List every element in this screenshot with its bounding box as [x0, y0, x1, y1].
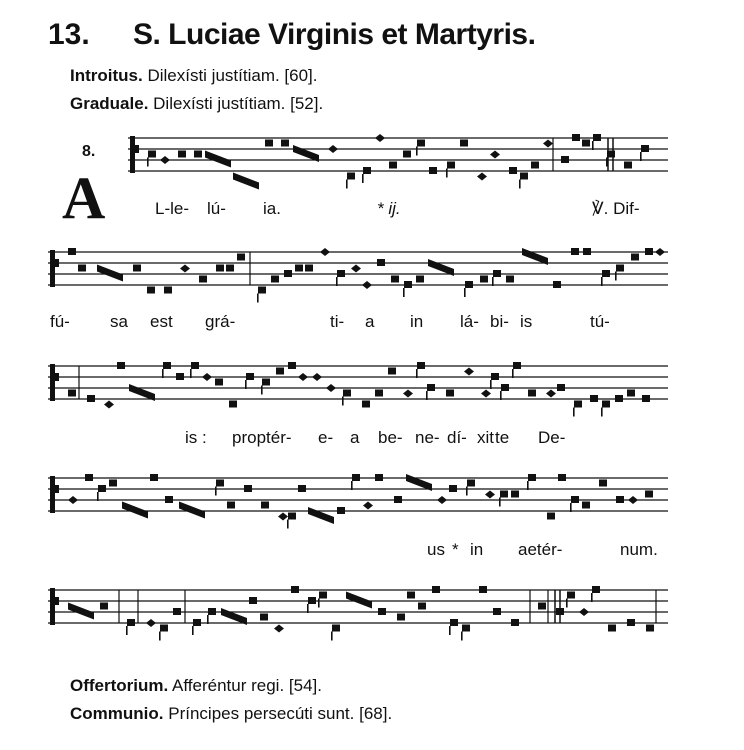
punctum-note-icon [216, 480, 224, 487]
punctum-note-icon [631, 254, 639, 261]
rhombus-note-icon [403, 390, 413, 398]
punctum-note-icon [571, 496, 579, 503]
note-stem [461, 632, 463, 641]
punctum-note-icon [388, 368, 396, 375]
punctum-note-icon [199, 276, 207, 283]
rhombus-note-icon [363, 502, 373, 510]
punctum-note-icon [163, 362, 171, 369]
lyric-syllable: bi- [490, 312, 509, 331]
punctum-note-icon [332, 625, 340, 632]
punctum-note-icon [403, 151, 411, 158]
note-stem [500, 391, 502, 400]
rhombus-note-icon [464, 368, 474, 376]
punctum-note-icon [513, 362, 521, 369]
punctum-note-icon [87, 395, 95, 402]
punctum-note-icon [150, 474, 158, 481]
introitus-text: Dilexísti justítiam. [60]. [147, 66, 318, 85]
note-stem [591, 593, 593, 602]
lyric-syllable: De- [538, 428, 566, 447]
note-stem [615, 272, 617, 281]
punctum-note-icon [574, 401, 582, 408]
punctum-note-icon [500, 491, 508, 498]
punctum-note-icon [582, 502, 590, 509]
punctum-note-icon [646, 625, 654, 632]
note-stem [318, 599, 320, 608]
porrectus-icon [346, 592, 372, 609]
punctum-note-icon [531, 162, 539, 169]
rhombus-note-icon [326, 384, 336, 392]
punctum-note-icon [583, 248, 591, 255]
punctum-note-icon [645, 248, 653, 255]
lyric-syllable: te [495, 428, 510, 447]
punctum-note-icon [480, 276, 488, 283]
punctum-note-icon [602, 401, 610, 408]
note-stem [449, 626, 451, 635]
punctum-note-icon [571, 248, 579, 255]
punctum-note-icon [391, 276, 399, 283]
punctum-note-icon [262, 379, 270, 386]
punctum-note-icon [237, 254, 245, 261]
punctum-note-icon [528, 390, 536, 397]
punctum-note-icon [467, 480, 475, 487]
punctum-note-icon [117, 362, 125, 369]
lyric-syllable: is [520, 312, 533, 331]
punctum-note-icon [590, 395, 598, 402]
punctum-note-icon [446, 390, 454, 397]
punctum-note-icon [593, 134, 601, 141]
rhombus-note-icon [68, 496, 78, 504]
punctum-note-icon [194, 151, 202, 158]
clef-icon [50, 485, 59, 493]
punctum-note-icon [193, 619, 201, 626]
note-stem [336, 277, 338, 286]
punctum-note-icon [511, 491, 519, 498]
punctum-note-icon [165, 496, 173, 503]
lyric-syllable: ia. [263, 199, 281, 218]
punctum-note-icon [208, 608, 216, 615]
clef-icon [50, 364, 55, 401]
punctum-note-icon [427, 384, 435, 391]
note-stem [257, 294, 259, 303]
rhombus-note-icon [490, 151, 500, 159]
punctum-note-icon [109, 480, 117, 487]
punctum-note-icon [291, 586, 299, 593]
punctum-note-icon [608, 625, 616, 632]
punctum-note-icon [288, 362, 296, 369]
lyric-syllable: in [410, 312, 424, 331]
communio-text: Príncipes persecúti sunt. [68]. [168, 704, 393, 723]
punctum-note-icon [375, 390, 383, 397]
note-stem [287, 520, 289, 529]
punctum-note-icon [416, 276, 424, 283]
clef-icon [50, 588, 55, 625]
porrectus-icon [233, 173, 259, 190]
punctum-note-icon [407, 592, 415, 599]
note-stem [592, 141, 594, 150]
punctum-note-icon [627, 619, 635, 626]
clef-icon [130, 145, 139, 153]
punctum-note-icon [308, 597, 316, 604]
lyric-syllable: grá- [205, 312, 236, 331]
punctum-note-icon [147, 287, 155, 294]
note-stem [307, 604, 309, 613]
rhombus-note-icon [298, 373, 308, 381]
punctum-note-icon [68, 390, 76, 397]
note-stem [97, 492, 99, 501]
rhombus-note-icon [546, 390, 556, 398]
punctum-note-icon [561, 156, 569, 163]
clef-icon [50, 597, 59, 605]
punctum-note-icon [528, 474, 536, 481]
punctum-note-icon [465, 281, 473, 288]
punctum-note-icon [404, 281, 412, 288]
rhombus-note-icon [481, 390, 491, 398]
punctum-note-icon [226, 265, 234, 272]
punctum-note-icon [417, 362, 425, 369]
punctum-note-icon [191, 362, 199, 369]
punctum-note-icon [68, 248, 76, 255]
punctum-note-icon [432, 586, 440, 593]
note-stem [126, 626, 128, 635]
punctum-note-icon [337, 270, 345, 277]
feast-number: 13. [48, 18, 90, 51]
note-stem [192, 626, 194, 635]
note-stem [416, 147, 418, 156]
clef-icon [50, 476, 55, 513]
note-stem [519, 180, 521, 189]
punctum-note-icon [615, 395, 623, 402]
lyric-syllable: in [470, 540, 484, 559]
punctum-note-icon [602, 270, 610, 277]
note-stem [403, 288, 405, 297]
communio-line [70, 704, 392, 724]
graduale-label: Graduale. [70, 94, 149, 113]
punctum-note-icon [133, 265, 141, 272]
rhombus-note-icon [202, 373, 212, 381]
clef-icon [50, 259, 59, 267]
rhombus-note-icon [351, 265, 361, 273]
punctum-note-icon [450, 619, 458, 626]
note-stem [490, 380, 492, 389]
note-stem [466, 487, 468, 496]
punctum-note-icon [100, 603, 108, 610]
clef-icon [130, 136, 135, 173]
introitus-label: Introitus. [70, 66, 143, 85]
punctum-note-icon [249, 597, 257, 604]
punctum-note-icon [418, 603, 426, 610]
note-stem [499, 498, 501, 507]
punctum-note-icon [557, 384, 565, 391]
note-stem [351, 481, 353, 490]
punctum-note-icon [305, 265, 313, 272]
punctum-note-icon [449, 485, 457, 492]
punctum-note-icon [572, 134, 580, 141]
punctum-note-icon [362, 401, 370, 408]
punctum-note-icon [394, 496, 402, 503]
punctum-note-icon [599, 480, 607, 487]
punctum-note-icon [78, 265, 86, 272]
punctum-note-icon [281, 140, 289, 147]
note-stem [261, 386, 263, 395]
punctum-note-icon [261, 502, 269, 509]
porrectus-icon [97, 265, 123, 282]
offertorium-line [70, 676, 322, 696]
punctum-note-icon [462, 625, 470, 632]
punctum-note-icon [389, 162, 397, 169]
graduale-text: Dilexísti justítiam. [52]. [153, 94, 324, 113]
porrectus-icon [179, 502, 205, 519]
punctum-note-icon [624, 162, 632, 169]
note-stem [346, 180, 348, 189]
note-stem [640, 152, 642, 161]
lyric-syllable: est [150, 312, 173, 331]
punctum-note-icon [511, 619, 519, 626]
punctum-note-icon [347, 173, 355, 180]
initial-letter: A [62, 165, 106, 231]
lyric-syllable: e- [318, 428, 334, 447]
clef-icon [50, 373, 59, 381]
lyric-syllable: lá- [460, 312, 479, 331]
punctum-note-icon [85, 474, 93, 481]
note-stem [190, 369, 192, 378]
punctum-note-icon [553, 281, 561, 288]
punctum-note-icon [538, 603, 546, 610]
lyric-syllable: xit [477, 428, 494, 447]
punctum-note-icon [148, 151, 156, 158]
note-stem [362, 174, 364, 183]
lyric-syllable: a [365, 312, 375, 331]
lyric-syllable: ℣. Dif- [592, 199, 640, 218]
note-stem [601, 277, 603, 286]
lyric-syllable: tú- [590, 312, 610, 331]
lyric-syllable: fú- [50, 312, 70, 331]
lyric-syllable: us [427, 540, 445, 559]
punctum-note-icon [491, 373, 499, 380]
punctum-note-icon [244, 485, 252, 492]
lyric-syllable: lú- [207, 199, 226, 218]
note-stem [215, 487, 217, 496]
punctum-note-icon [215, 379, 223, 386]
punctum-note-icon [493, 608, 501, 615]
punctum-note-icon [645, 491, 653, 498]
communio-label: Communio. [70, 704, 164, 723]
punctum-note-icon [558, 474, 566, 481]
punctum-note-icon [397, 614, 405, 621]
rhombus-note-icon [485, 491, 495, 499]
punctum-note-icon [176, 373, 184, 380]
porrectus-icon [68, 603, 94, 620]
punctum-note-icon [298, 485, 306, 492]
lyric-syllable: ne- [415, 428, 440, 447]
punctum-note-icon [98, 485, 106, 492]
punctum-note-icon [567, 592, 575, 599]
rhombus-note-icon [362, 281, 372, 289]
punctum-note-icon [460, 140, 468, 147]
punctum-note-icon [258, 287, 266, 294]
note-stem [147, 158, 149, 167]
punctum-note-icon [227, 502, 235, 509]
lyric-syllable: dí- [447, 428, 467, 447]
punctum-note-icon [417, 140, 425, 147]
lyric-syllable: ti- [330, 312, 345, 331]
punctum-note-icon [288, 513, 296, 520]
punctum-note-icon [641, 145, 649, 152]
punctum-note-icon [506, 276, 514, 283]
porrectus-icon [308, 507, 334, 524]
punctum-note-icon [246, 373, 254, 380]
rhombus-note-icon [320, 248, 330, 256]
punctum-note-icon [352, 474, 360, 481]
rhombus-note-icon [579, 608, 589, 616]
note-stem [512, 369, 514, 378]
note-stem [527, 481, 529, 490]
lyric-syllable: sa [110, 312, 128, 331]
porrectus-icon [205, 151, 231, 168]
rhombus-note-icon [543, 140, 553, 148]
rhombus-note-icon [628, 496, 638, 504]
punctum-note-icon [164, 287, 172, 294]
note-stem [492, 277, 494, 286]
punctum-note-icon [229, 401, 237, 408]
punctum-note-icon [337, 507, 345, 514]
rhombus-note-icon [328, 145, 338, 153]
punctum-note-icon [178, 151, 186, 158]
lyric-syllable: num. [620, 540, 658, 559]
note-stem [570, 503, 572, 512]
punctum-note-icon [343, 390, 351, 397]
punctum-note-icon [295, 265, 303, 272]
lyric-syllable: is : [185, 428, 207, 447]
note-stem [601, 408, 603, 417]
punctum-note-icon [447, 162, 455, 169]
rhombus-note-icon [274, 625, 284, 633]
punctum-note-icon [173, 608, 181, 615]
note-stem [464, 288, 466, 297]
punctum-note-icon [377, 259, 385, 266]
rhombus-note-icon [278, 513, 288, 521]
mode-number: 8. [82, 143, 96, 160]
rhombus-note-icon [180, 265, 190, 273]
punctum-note-icon [216, 265, 224, 272]
note-stem [207, 615, 209, 624]
porrectus-icon [122, 502, 148, 519]
note-stem [162, 369, 164, 378]
lyric-syllable: L-le- [155, 199, 190, 218]
punctum-note-icon [429, 167, 437, 174]
punctum-note-icon [265, 140, 273, 147]
rhombus-note-icon [437, 496, 447, 504]
punctum-note-icon [284, 270, 292, 277]
punctum-note-icon [319, 592, 327, 599]
punctum-note-icon [509, 167, 517, 174]
note-stem [426, 391, 428, 400]
offertorium-label: Offertorium. [70, 676, 169, 695]
punctum-note-icon [375, 474, 383, 481]
punctum-note-icon [592, 586, 600, 593]
rhombus-note-icon [104, 401, 114, 409]
rhombus-note-icon [655, 248, 665, 256]
punctum-note-icon [271, 276, 279, 283]
punctum-note-icon [642, 395, 650, 402]
lyric-syllable: proptér- [232, 428, 292, 447]
lyric-syllable: a [350, 428, 360, 447]
note-stem [446, 169, 448, 178]
punctum-note-icon [520, 173, 528, 180]
punctum-note-icon [616, 496, 624, 503]
rhombus-note-icon [160, 156, 170, 164]
punctum-note-icon [276, 368, 284, 375]
punctum-note-icon [616, 265, 624, 272]
punctum-note-icon [627, 390, 635, 397]
lyric-syllable: be- [378, 428, 403, 447]
punctum-note-icon [479, 586, 487, 593]
note-stem [566, 599, 568, 608]
lyric-syllable: * [452, 540, 459, 559]
rhombus-note-icon [146, 619, 156, 627]
punctum-note-icon [547, 513, 555, 520]
note-stem [416, 369, 418, 378]
punctum-note-icon [260, 614, 268, 621]
rhombus-note-icon [312, 373, 322, 381]
rhombus-note-icon [375, 134, 385, 142]
lyric-syllable: aetér- [518, 540, 563, 559]
offertorium-text: Afferéntur regi. [54]. [172, 676, 322, 695]
rhombus-note-icon [477, 173, 487, 181]
lyric-syllable: * ij. [377, 199, 401, 218]
punctum-note-icon [363, 167, 371, 174]
punctum-note-icon [501, 384, 509, 391]
note-stem [245, 380, 247, 389]
punctum-note-icon [378, 608, 386, 615]
note-stem [573, 408, 575, 417]
feast-title: S. Luciae Virginis et Martyris. [133, 18, 536, 51]
punctum-note-icon [160, 625, 168, 632]
note-stem [159, 632, 161, 641]
punctum-note-icon [127, 619, 135, 626]
clef-icon [50, 250, 55, 287]
note-stem [342, 397, 344, 406]
punctum-note-icon [493, 270, 501, 277]
note-stem [331, 632, 333, 641]
punctum-note-icon [582, 140, 590, 147]
